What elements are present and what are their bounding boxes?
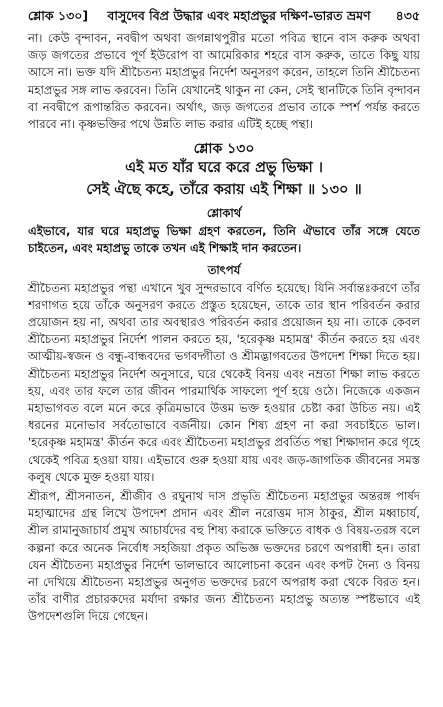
page-number: ৪৩৫ (395, 8, 420, 23)
purport-paragraph-1: শ্রীচৈতন্য মহাপ্রভুর পন্থা এখানে খুব সুন্দরভাবে বর্ণিত হয়েছে। যিনি সর্বান্তঃকরণে তাঁর শরণাগত হয়ে তাঁকে অনুসরণ করতে প্রস্তুত হয়েছেন, তাকে তার স্থান পরিবর্তন করার প্রয়োজন হয় না, অথবা তার অবস্থারও পরিবর্তন করার প্রয়োজন হয় না। তাকে কেবল শ্রীচৈতন্য মহাপ্রভুর নির্দেশ পালন করতে হয়, 'হরেকৃষ্ণ মহামন্ত্র' কীর্তন করতে হয় এবং আত্মীয়-স্বজন ও বন্ধু-বান্ধবদের ভগবদ্গীতা ও শ্রীমদ্ভাগবতের উপদেশ শিক্ষা দিতে হয়। শ্রীচৈতন্য মহাপ্রভুর নির্দেশ অনুসারে, ঘরে থেকেই বিনয় এবং নম্রতা শিক্ষা লাভ করতে হয়, এবং তার ফলে তার জীবন পারমার্থিক সাফল্যে পূর্ণ হয়ে ওঠে। নিজেকে একজন মহাভাগবত বলে মনে করে কৃত্রিমভাবে উত্তম ভক্ত হওয়ার চেষ্টা করা উচিত নয়। এই ধরনের মনোভাব সর্বতোভাবে বর্জনীয়। কোন শিষ্য গ্রহণ না করা সবচাইতে ভাল। 'হরেকৃষ্ণ মহামন্ত্র' কীর্তন করে এবং শ্রীচৈতন্য মহাপ্রভুর প্রবর্তিত পন্থা শিক্ষাদান করে গৃহে থেকেই পবিত্র হওয়া যায়। এইভাবে গুরু হওয়া যায় এবং জড়-জাগতিক জীবনের সমস্ত কলুষ থেকে মুক্ত হওয়া যায়। (28, 280, 420, 484)
verse-title: শ্লোক ১৩০ (193, 141, 255, 158)
running-header (28, 8, 420, 30)
translation-text: এইভাবে, যার ঘরে মহাপ্রভু ভিক্ষা গ্রহণ করতেন, তিনি ঐভাবে তাঁর সঙ্গে যেতে চাইতেন, এবং মহাপ্রভু তাকে তখন এই শিক্ষাই দান করতেন। (28, 224, 420, 256)
header-verse-ref: শ্লোক ১৩০] (28, 8, 89, 23)
verse-line-1: এই মত যাঁর ঘরে করে প্রভু ভিক্ষা । (125, 160, 323, 177)
verse-line-2: সেই ঐছে কহে, তাঁরে করায় এই শিক্ষা ॥ ১৩০ ॥ (86, 182, 362, 199)
header-chapter-title: বাসুদেব বিপ্র উদ্ধার এবং মহাপ্রভুর দক্ষিণ-ভারত ভ্রমণ (107, 8, 371, 23)
book-page (28, 8, 420, 626)
purport-paragraph-2: শ্রীরূপ, শ্রীসনাতন, শ্রীজীব ও রঘুনাথ দাস প্রভৃতি শ্রীচৈতন্য মহাপ্রভুর অন্তরঙ্গ পার্ষদ মহাত্মাদের গ্রন্থ লিখে উপদেশ প্রদান এবং শ্রীল নরোত্তম দাস ঠাকুর, শ্রীল মধ্বাচার্য, শ্রীল রামানুজাচার্য প্রমুখ আচার্যদের বহু শিষ্য করাকে ভক্তিতে বাধক ও বিষয়-তরঙ্গ বলে কল্পনা করে অনেক নির্বোধ সহজিয়া প্রকৃত অভিজ্ঞ ভক্তদের চরণে অপরাধী হন। তারা যেন শ্রীচৈতন্য মহাপ্রভুর নির্দেশ ভালভাবে আলোচনা করেন এবং কপট দৈন্য ও বিনয় না দেখিয়ে শ্রীচৈতন্য মহাপ্রভুর অনুগত ভক্তদের চরণে অপরাধ করা থেকে বিরত হন। তাঁর বাণীর প্রচারকদের মর্যাদা রক্ষার জন্য শ্রীচৈতন্য মহাপ্রভু অত্যন্ত স্পষ্টভাবে এই উপদেশগুলি দিয়ে গেছেন। (28, 489, 420, 624)
intro-paragraph: না। কেউ বৃন্দাবন, নবদ্বীপ অথবা জগন্নাথপুরীর মতো পবিত্র স্থানে বাস করুক অথবা জড় জগতের প্রভাবে পূর্ণ ইউরোপ বা আমেরিকার শহরে বাস করুক, তাতে কিছু যায় আসে না। ভক্ত যদি শ্রীচৈতন্য মহাপ্রভুর নির্দেশ অনুসরণ করেন, তাহলে তিনি শ্রীচৈতন্য মহাপ্রভুর সঙ্গ লাভ করবেন। তিনি যেখানেই থাকুন না কেন, সেই স্থানটিকে তিনি বৃন্দাবন বা নবদ্বীপে রূপান্তরিত করবেন। অর্থাৎ, জড় জগতের প্রভাব তাকে স্পর্শ পর্যন্ত করতে পারবে না। কৃষ্ণভক্তির পথে উন্নতি লাভ করার এটিই হচ্ছে পন্থা। (28, 31, 420, 132)
translation-title: শ্লোকার্থ (206, 206, 242, 221)
purport-title: তাৎপর্য (207, 262, 241, 277)
